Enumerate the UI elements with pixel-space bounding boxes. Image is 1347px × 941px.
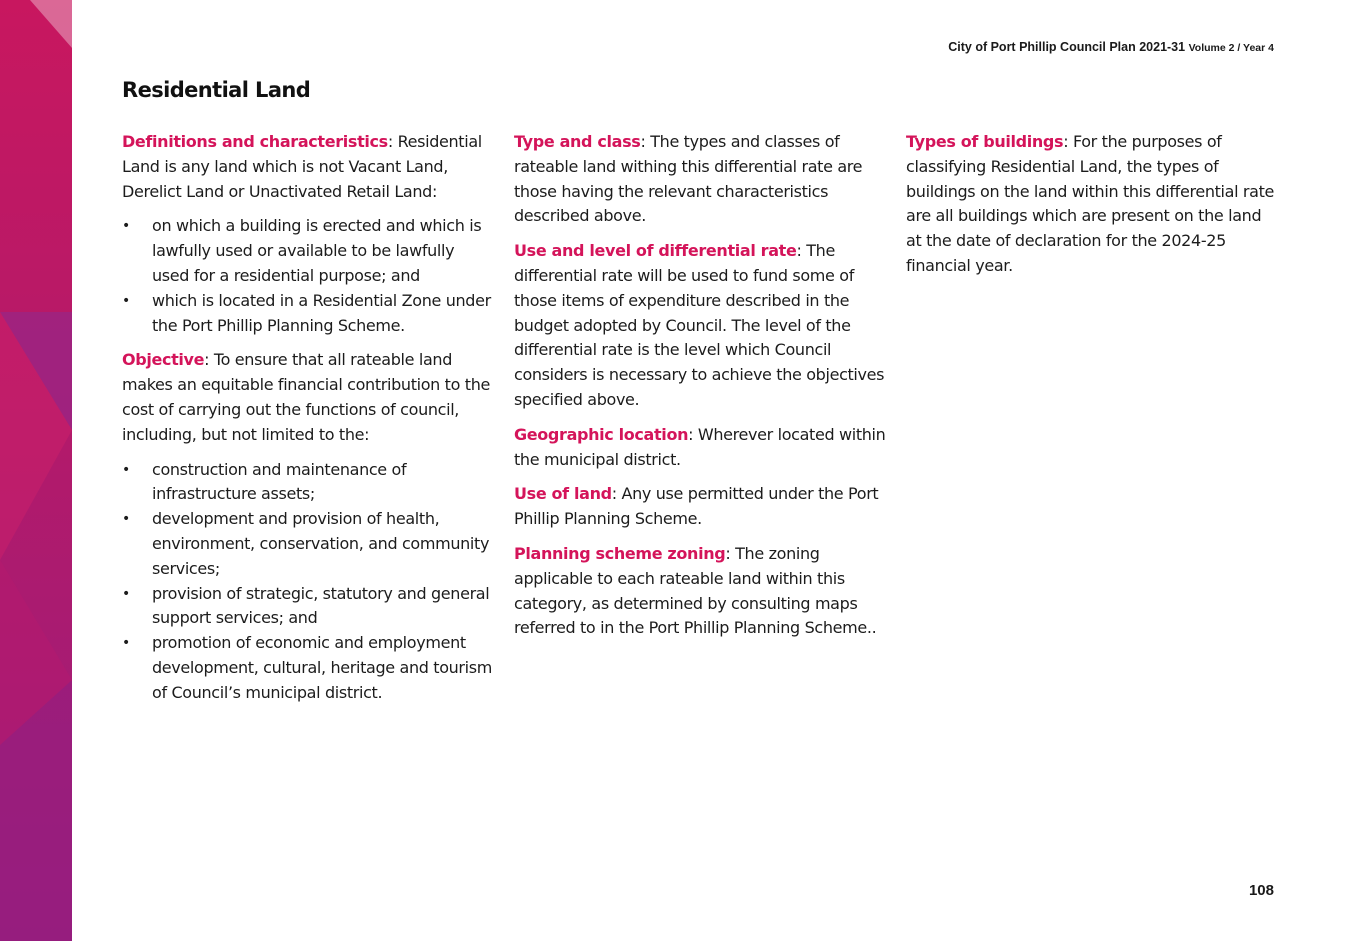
- header-doc-title: City of Port Phillip Council Plan 2021-31: [948, 40, 1186, 54]
- objective-list: [122, 458, 494, 706]
- list-item: [122, 507, 494, 581]
- list-item: [122, 214, 494, 288]
- column-3: [906, 130, 1278, 289]
- use-of-land-text: : Any use permitted under the Port Phillip Planning Scheme.: [514, 484, 879, 529]
- geographic-text: : Wherever located within the municipal district.: [514, 424, 886, 469]
- objective-text: : To ensure that all rateable land makes an equitable financial contribution to the cost of carrying out the functions of council, including, but not limited to the:: [122, 350, 490, 444]
- zoning-term: Planning scheme zoning: [514, 543, 726, 563]
- side-band-graphic: [0, 0, 72, 941]
- list-item: [122, 582, 494, 632]
- column-1: [122, 130, 494, 716]
- type-class-term: Type and class: [514, 132, 641, 151]
- column-2: [514, 130, 886, 651]
- use-level-text: : The differential rate will be used to fund some of those items of expenditure described in the budget adopted by Council. The level of the differential rate is the level which Council considers is necessary to achieve the objectives specified above.: [514, 241, 885, 409]
- use-level-term: Use and level of differential rate: [514, 241, 797, 261]
- buildings-paragraph: [906, 130, 1278, 279]
- running-header: [948, 40, 1274, 54]
- definitions-paragraph: [122, 130, 494, 204]
- list-item: [122, 458, 494, 508]
- bullet-icon: •: [122, 511, 130, 528]
- bullet-icon: •: [122, 292, 130, 309]
- definition-item-text: on which a building is erected and which is lawfully used or available to be lawfully used for a residential purpose; and: [152, 216, 482, 285]
- definitions-text: : Residential Land is any land which is not Vacant Land, Derelict Land or Unactivated Retail Land:: [122, 132, 482, 201]
- objective-item-text: promotion of economic and employment development, cultural, heritage and tourism of Council’s municipal district.: [152, 633, 492, 702]
- geographic-term: Geographic location: [514, 424, 689, 444]
- definition-item-text: which is located in a Residential Zone under the Port Phillip Planning Scheme.: [152, 290, 491, 335]
- bullet-icon: •: [122, 461, 130, 478]
- bullet-icon: •: [122, 218, 130, 235]
- type-class-paragraph: [514, 130, 886, 229]
- buildings-term: Types of buildings: [906, 132, 1064, 151]
- buildings-text: : For the purposes of classifying Residential Land, the types of buildings on the land within this differential rate are all buildings which are present on the land at the date of declaration for the 2024-25 financial year.: [906, 132, 1275, 275]
- geographic-paragraph: [514, 423, 886, 473]
- bullet-icon: •: [122, 635, 130, 652]
- use-level-paragraph: [514, 239, 886, 413]
- objective-paragraph: [122, 348, 494, 447]
- decorative-side-band: [0, 0, 72, 941]
- objective-item-text: development and provision of health, environment, conservation, and community services;: [152, 509, 490, 578]
- definition-list: [122, 214, 494, 338]
- objective-term: Objective: [122, 350, 205, 370]
- page-number: 108: [1248, 882, 1274, 899]
- type-class-text: : The types and classes of rateable land withing this differential rate are those having the relevant characteristics described above.: [514, 132, 863, 226]
- list-item: [122, 631, 494, 705]
- list-item: [122, 289, 494, 339]
- definitions-term: Definitions and characteristics: [122, 132, 388, 151]
- bullet-icon: •: [122, 585, 130, 602]
- use-of-land-term: Use of land: [514, 484, 612, 504]
- zoning-paragraph: [514, 542, 886, 641]
- use-of-land-paragraph: [514, 482, 886, 532]
- objective-item-text: construction and maintenance of infrastructure assets;: [152, 459, 407, 504]
- objective-item-text: provision of strategic, statutory and general support services; and: [152, 583, 490, 628]
- zoning-text: : The zoning applicable to each rateable land within this category, as determined by consulting maps referred to in the Port Phillip Planning Scheme..: [514, 543, 877, 638]
- header-volume: Volume 2 / Year 4: [1188, 42, 1274, 54]
- page-title: Residential Land: [122, 78, 311, 102]
